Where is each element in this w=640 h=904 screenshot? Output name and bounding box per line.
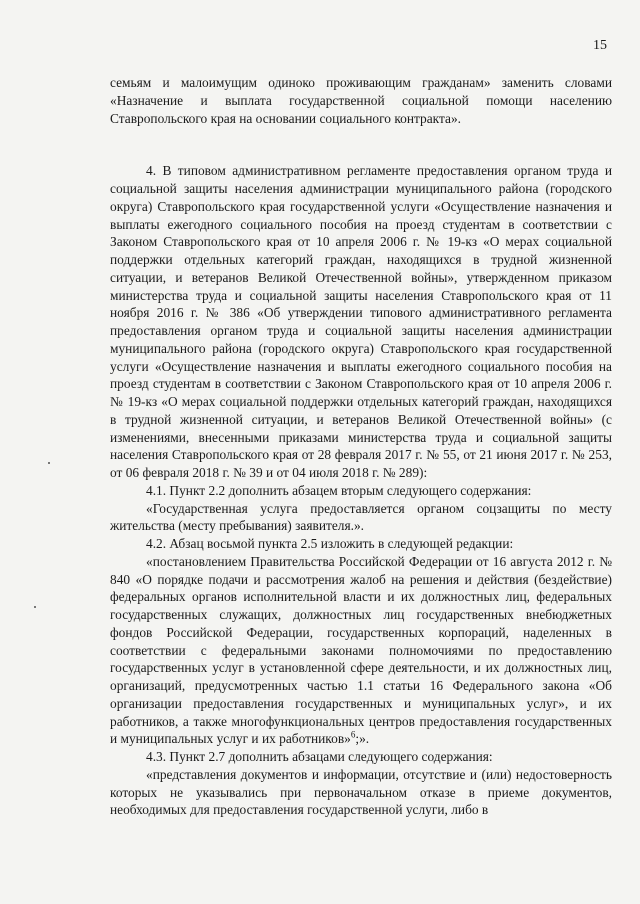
- scan-speck: [48, 462, 50, 464]
- quote-4-2-text: «постановлением Правительства Российской Федерации от 16 августа 2012 г. № 840 «О порядке подачи и рассмотрения жалоб на решения и действия (бездействие) федеральных органов исполнительной власти и их должностных лиц, федеральных государственных служащих, должностных лиц государственных внебюджетных фондов Российской Федерации, государственных корпораций, наделенных в соответствии с федеральными законами полномочиями по предоставлению государственных услуг в установленной сфере деятельности, и их должностных лиц, организаций, предусмотренных частью 1.1 статьи 16 Федерального закона «Об организации предоставления государственных и муниципальных услуг», и их работников, а также многофункциональных центров предоставления государственных и муниципальных услуг и их работников»: [110, 553, 612, 747]
- paragraph-continuation: семьям и малоимущим одиноко проживающим гражданам» заменить словами «Назначение и выплата государственной социальной помощи населению Ставропольского края на основании социального контракта».: [110, 75, 612, 126]
- document-body: [110, 74, 612, 819]
- paragraph-item-4-1: 4.1. Пункт 2.2 дополнить абзацем вторым следующего содержания:: [146, 482, 532, 498]
- scan-speck: [34, 606, 36, 608]
- paragraph-quote-4-2: [110, 553, 612, 748]
- quote-4-2-tail: ;».: [355, 731, 370, 747]
- paragraph-item-4-3: 4.3. Пункт 2.7 дополнить абзацами следующего содержания:: [146, 749, 493, 764]
- page-number: 15: [593, 38, 607, 53]
- paragraph-quote-4-3: «представления документов и информации, отсутствие и (или) недостоверность которых не указывались при первоначальном отказе в приеме документов, необходимых для предоставления государственной услуги, либо в: [110, 766, 612, 818]
- paragraph-item-4-2: 4.2. Абзац восьмой пункта 2.5 изложить в следующей редакции:: [146, 536, 514, 551]
- paragraph-gap: [110, 127, 612, 162]
- paragraph-quote-4-1: «Государственная услуга предоставляется органом соцзащиты по месту жительства (месту пребывания) заявителя.».: [110, 500, 612, 534]
- paragraph-item-4: 4. В типовом административном регламенте предоставления органом труда и социальной защиты населения администрации муниципального района (городского округа) Ставропольского края государственной услуги «Осуществление назначения и выплаты ежегодного социального пособия на проезд студентам в соответствии с Законом Ставропольского края от 10 апреля 2006 г. № 19-кз «О мерах социальной поддержки отдельных категорий граждан, находящихся в трудной жизненной ситуации, и ветеранов Великой Отечественной войны», утвержденном приказом министерства труда и социальной защиты населения Ставропольского края от 11 ноября 2016 г. № 386 «Об утверждении типового административного регламента предоставления органом труда и социальной защиты населения администрации муниципального района (городского округа) Ставропольского края государственной услуги «Осуществление назначения и выплаты ежегодного социального пособия на проезд студентам в соответствии с Законом Ставропольского края от 10 апреля 2006 г. № 19-кз «О мерах социальной поддержки отдельных категорий граждан, находящихся в трудной жизненной ситуации, и ветеранов Великой Отечественной войны» (с изменениями, внесенными приказами министерства труда и социальной защиты населения Ставропольского края от 28 февраля 2017 г. № 55, от 21 июня 2017 г. № 253, от 06 февраля 2018 г. № 39 и от 04 июля 2018 г. № 289):: [110, 163, 612, 480]
- footnote-marker: 6: [350, 729, 356, 740]
